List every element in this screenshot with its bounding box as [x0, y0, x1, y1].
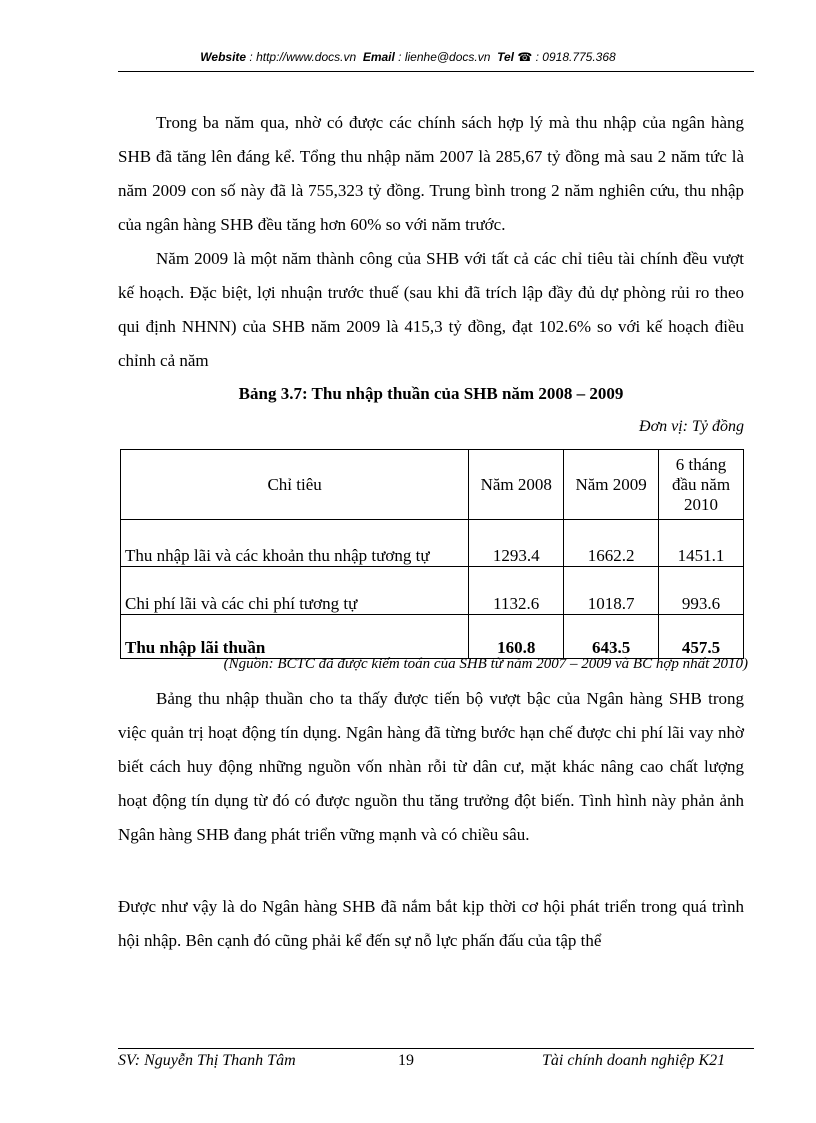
- table-title: Bảng 3.7: Thu nhập thuần của SHB năm 2008 – 2009: [238, 384, 624, 403]
- row-label: Thu nhập lãi thuần: [121, 615, 469, 659]
- cell-2009: 1662.2: [564, 520, 659, 567]
- cell-2008: 1293.4: [469, 520, 564, 567]
- cell-2008: 160.8: [469, 615, 564, 659]
- email-link[interactable]: : lienhe@docs.vn: [398, 50, 491, 64]
- paragraph-2009-results: Năm 2009 là một năm thành công của SHB với tất cả các chỉ tiêu tài chính đều vượt kế hoạch. Đặc biệt, lợi nhuận trước thuế (sau khi đã trích lập đầy đủ dự phòng rủi ro theo qui định NHNN) của SHB năm 2009 là 415,3 tỷ đồng, đạt 102.6% so với kế hoạch điều chỉnh cả năm: [118, 249, 744, 370]
- footer-divider: [118, 1048, 754, 1049]
- cell-2008: 1132.6: [469, 567, 564, 615]
- table-unit: Đơn vị: Tỷ đồng: [639, 418, 744, 435]
- cell-2009: 643.5: [564, 615, 659, 659]
- cell-2010: 457.5: [659, 615, 744, 659]
- cell-2009: 1018.7: [564, 567, 659, 615]
- website-label: Website: [200, 50, 247, 64]
- website-link[interactable]: : http://www.docs.vn: [249, 50, 357, 64]
- table-row: [121, 567, 744, 615]
- tel-label: Tel: [497, 50, 514, 64]
- row-label: Thu nhập lãi và các khoản thu nhập tương tự: [121, 520, 469, 567]
- row-label: Chi phí lãi và các chi phí tương tự: [121, 567, 469, 615]
- footer-author: SV: Nguyễn Thị Thanh Tâm: [118, 1052, 296, 1069]
- header-indicator: Chỉ tiêu: [121, 450, 469, 520]
- paragraph-integration: Được như vậy là do Ngân hàng SHB đã nắm bắt kịp thời cơ hội phát triển trong quá trình hội nhập. Bên cạnh đó cũng phải kể đến sự nỗ lực phấn đấu của tập thể: [118, 897, 744, 950]
- header-2009: Năm 2009: [564, 450, 659, 520]
- footer-course: Tài chính doanh nghiệp K21: [542, 1052, 726, 1069]
- net-income-table: [120, 449, 744, 659]
- table-row: [121, 520, 744, 567]
- table-source-note: (Nguồn: BCTC đã được kiểm toán của SHB từ năm 2007 – 2009 và BC hợp nhất 2010): [223, 656, 748, 672]
- cell-2010: 1451.1: [659, 520, 744, 567]
- tel-value: : 0918.775.368: [535, 50, 616, 64]
- header-2010-h1: 6 tháng đầu năm 2010: [659, 450, 744, 520]
- phone-icon: ☎: [517, 50, 533, 64]
- page-header: [118, 50, 698, 64]
- email-label: Email: [362, 50, 395, 64]
- page-number: 19: [398, 1052, 414, 1069]
- header-divider: [118, 71, 754, 72]
- paragraph-table-analysis: Bảng thu nhập thuần cho ta thấy được tiến bộ vượt bậc của Ngân hàng SHB trong việc quản trị hoạt động tín dụng. Ngân hàng đã từng bước hạn chế được chi phí lãi vay nhờ biết cách huy động những nguồn vốn nhàn rỗi từ dân cư, mặt khác nâng cao chất lượng hoạt động tín dụng từ đó có được nguồn thu tăng trưởng đột biến. Tình hình này phản ảnh Ngân hàng SHB đang phát triển vững mạnh và có chiều sâu.: [118, 689, 744, 844]
- header-2008: Năm 2008: [469, 450, 564, 520]
- table-header-row: [121, 450, 744, 520]
- cell-2010: 993.6: [659, 567, 744, 615]
- table-row-total: [121, 615, 744, 659]
- paragraph-income-growth: Trong ba năm qua, nhờ có được các chính sách hợp lý mà thu nhập của ngân hàng SHB đã tăng lên đáng kể. Tổng thu nhập năm 2007 là 285,67 tỷ đồng mà sau 2 năm tức là năm 2009 con số này đã là 755,323 tỷ đồng. Trung bình trong 2 năm nghiên cứu, thu nhập của ngân hàng SHB đều tăng hơn 60% so với năm trước.: [118, 113, 744, 234]
